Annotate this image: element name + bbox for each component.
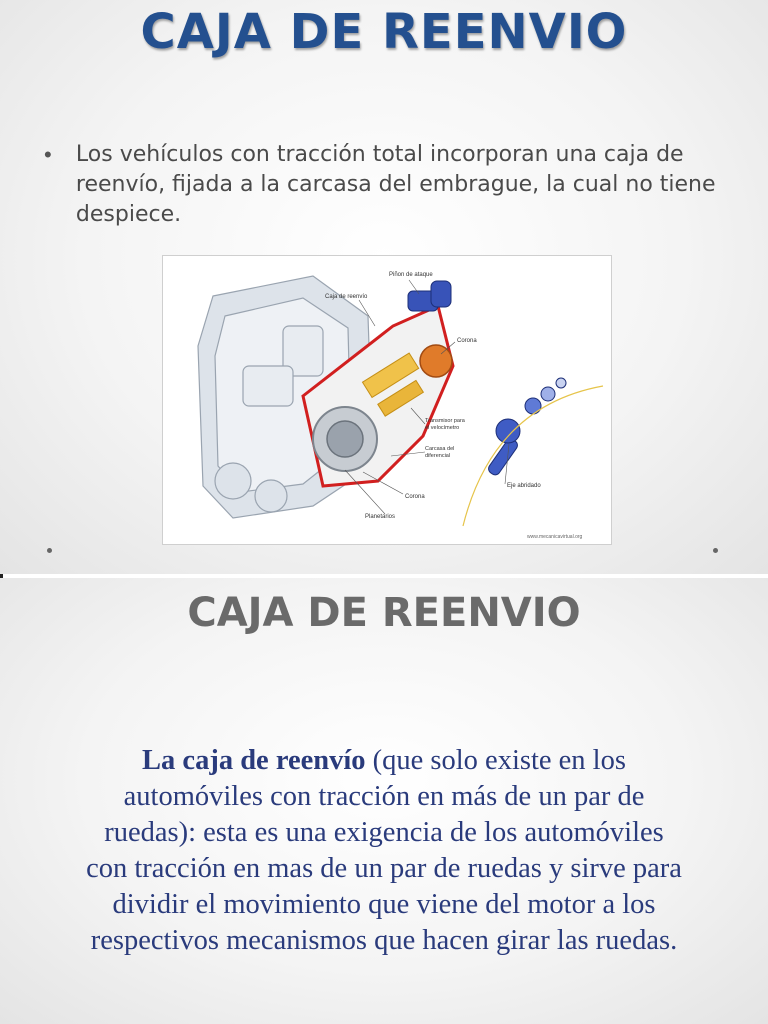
label-transmisor-2: el velocímetro xyxy=(425,425,460,431)
label-carcasa-2: diferencial xyxy=(425,453,451,459)
label-watermark: www.mecanicavirtual.org xyxy=(527,534,583,540)
slide-dot-left xyxy=(47,548,52,553)
flange-axle xyxy=(487,378,566,477)
slide-2-title: CAJA DE REENVIO xyxy=(187,590,581,636)
bullet-item xyxy=(44,140,724,230)
bullet-icon: • xyxy=(44,142,52,167)
label-corona-top: Corona xyxy=(457,338,477,344)
diagram-illustration xyxy=(163,256,611,544)
label-planetarios: Planetarios xyxy=(365,514,396,520)
label-eje: Eje abridado xyxy=(507,483,541,489)
transfer-case-diagram xyxy=(162,255,612,545)
label-carcasa-1: Carcasa del xyxy=(425,446,455,452)
label-caja: Caja de reenvío xyxy=(325,294,368,300)
slide-dot-right xyxy=(713,548,718,553)
label-pinon: Piñon de ataque xyxy=(389,272,433,278)
paragraph-body: (que solo existe en los automóviles con tracción en más de un par de ruedas): esta es una exigencia de los automóviles con tracción en mas de un par de ruedas y sirve para dividir el movimiento que viene del motor a los respectivos mecanismos que hacen girar las ruedas. xyxy=(86,745,682,956)
paragraph-lead: La caja de reenvío xyxy=(142,745,366,776)
label-corona-bottom: Corona xyxy=(405,494,425,500)
slide-1-title: CAJA DE REENVIO xyxy=(140,4,628,60)
slide-2 xyxy=(0,578,768,1024)
pinion-shaft xyxy=(408,281,451,311)
label-transmisor-1: Transmisor para xyxy=(425,418,465,424)
slide-2-paragraph xyxy=(84,743,684,959)
bullet-text: Los vehículos con tracción total incorporan una caja de reenvío, fijada a la carcasa del embrague, la cual no tiene despiece. xyxy=(75,142,716,227)
